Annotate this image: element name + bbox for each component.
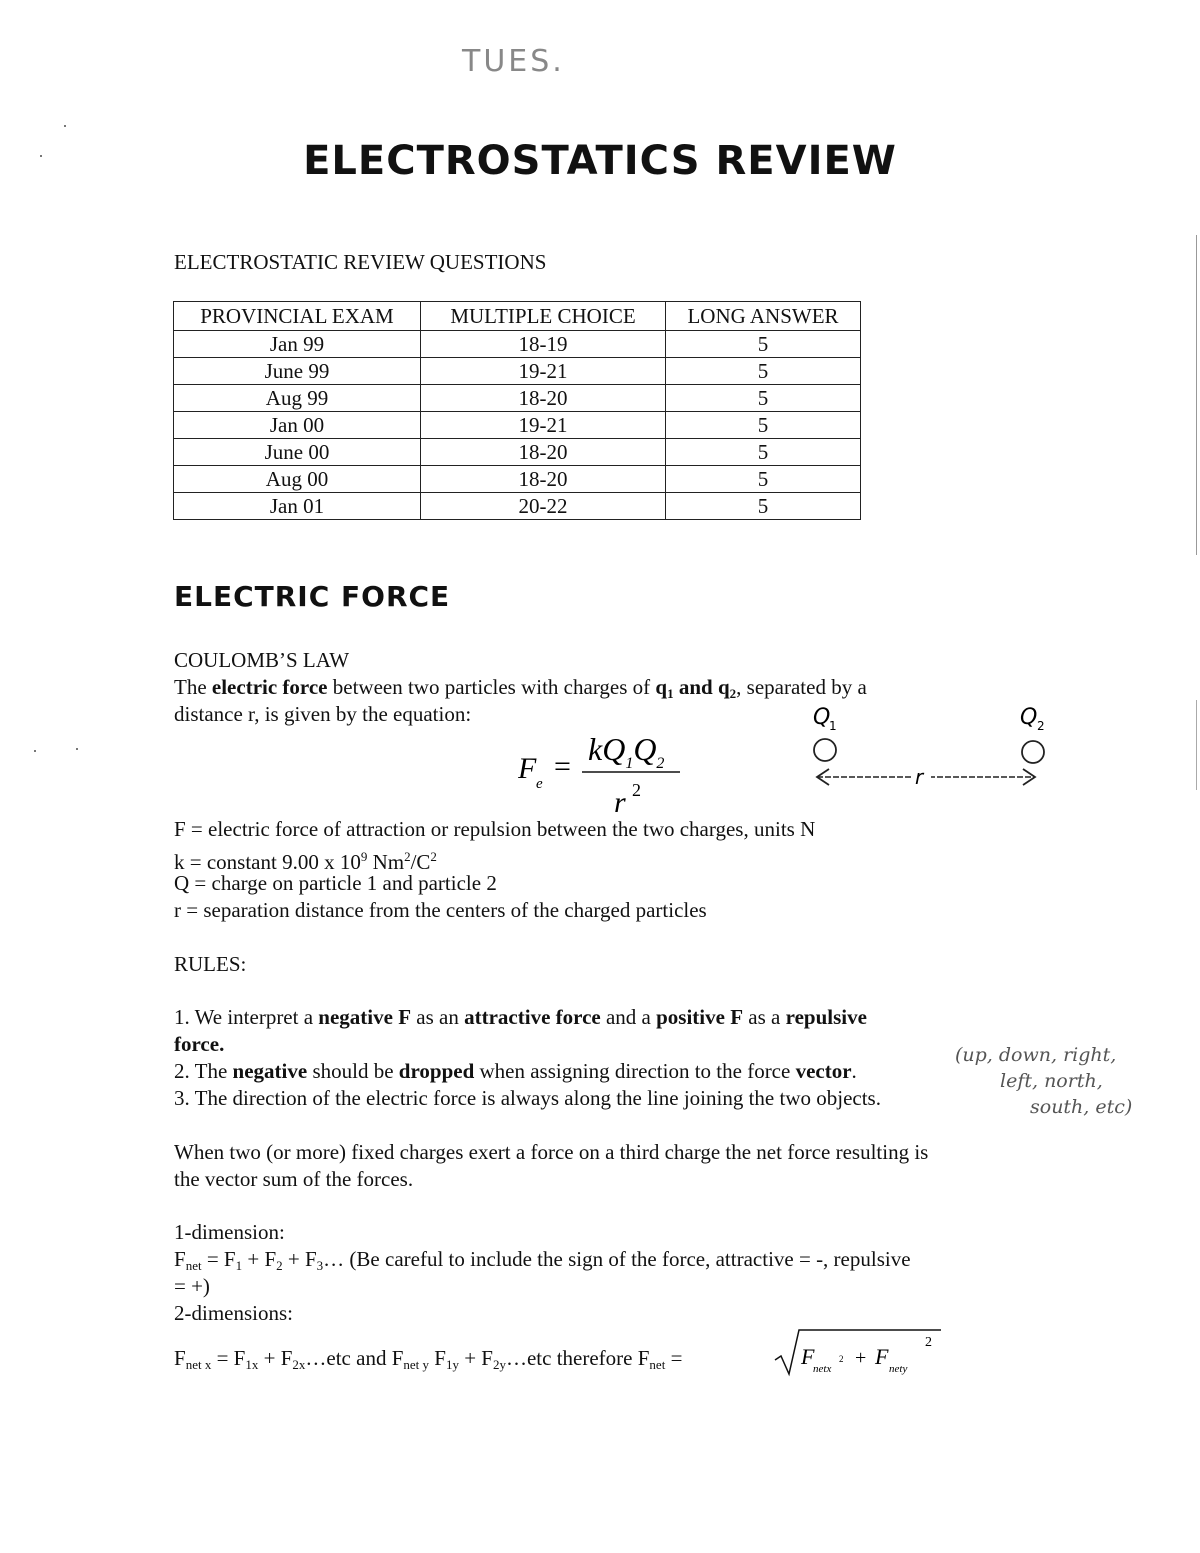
table-cell: 19-21 xyxy=(421,358,666,385)
rule-1-continued xyxy=(174,1031,224,1058)
table-cell: Jan 00 xyxy=(174,412,421,439)
subscript: net y xyxy=(403,1357,430,1372)
text-run: . xyxy=(851,1059,857,1083)
side-note-line: (up, down, right, xyxy=(955,1044,1117,1066)
table-row xyxy=(174,466,861,493)
handwritten-direction-note xyxy=(945,1042,1132,1120)
table-row xyxy=(174,331,861,358)
definition-f: F = electric force of attraction or repulsion between the two charges, units N xyxy=(174,817,816,841)
scan-edge-line xyxy=(1196,700,1197,790)
text-run: = F xyxy=(211,1346,246,1370)
two-dimension-heading: 2-dimensions: xyxy=(174,1301,293,1325)
subscript: 2 xyxy=(729,686,737,701)
table-cell: 20-22 xyxy=(421,493,666,520)
text-run-bold: dropped xyxy=(398,1059,475,1083)
radical-term-1-subscript: netx xyxy=(813,1363,832,1375)
text-run: as an xyxy=(411,1005,465,1029)
table-cell: 18-20 xyxy=(421,466,666,493)
table-cell: Jan 01 xyxy=(174,493,421,520)
side-note-line: south, etc) xyxy=(1030,1096,1133,1118)
subscript: net x xyxy=(185,1357,212,1372)
table-header-row xyxy=(174,302,861,331)
coulomb-formula xyxy=(518,728,698,818)
subscript: net xyxy=(649,1357,666,1372)
text-run-bold: vector xyxy=(795,1059,852,1083)
text-run-bold: and q xyxy=(673,675,730,699)
rule-3: 3. The direction of the electric force is always along the line joining the two objects. xyxy=(174,1086,881,1110)
section-heading-electric-force: ELECTRIC FORCE xyxy=(174,580,451,613)
table-cell: 5 xyxy=(666,331,861,358)
superscript: 9 xyxy=(360,849,368,864)
rules-heading: RULES: xyxy=(174,952,247,976)
text-run-bold: force. xyxy=(174,1032,225,1056)
charge-2-circle xyxy=(1022,741,1044,763)
table-cell: 18-19 xyxy=(421,331,666,358)
text-run: + F xyxy=(282,1247,317,1271)
text-run: + F xyxy=(242,1247,277,1271)
table-cell: 5 xyxy=(666,412,861,439)
scan-speck xyxy=(76,748,78,750)
table-cell: June 99 xyxy=(174,358,421,385)
formula-lhs: F xyxy=(518,752,537,785)
text-run: and a xyxy=(600,1005,657,1029)
radical-term-2-subscript: nety xyxy=(889,1363,908,1375)
subscript: 1y xyxy=(445,1357,459,1372)
radical-term-1: F xyxy=(801,1344,815,1369)
coulomb-intro-line-2: distance r, is given by the equation: xyxy=(174,702,472,726)
text-run-bold: attractive force xyxy=(464,1005,601,1029)
subscript: 1 xyxy=(235,1258,243,1273)
text-run: as a xyxy=(743,1005,786,1029)
table-cell: 19-21 xyxy=(421,412,666,439)
rule-2 xyxy=(174,1058,857,1085)
scan-speck xyxy=(40,155,42,157)
text-run: should be xyxy=(307,1059,399,1083)
side-note-line: left, north, xyxy=(1000,1070,1103,1092)
text-run: = xyxy=(665,1346,683,1370)
superscript: 2 xyxy=(430,849,437,864)
table-cell: June 00 xyxy=(174,439,421,466)
table-cell: 5 xyxy=(666,385,861,412)
radical-plus: + xyxy=(855,1347,867,1369)
q2-subscript: 2 xyxy=(1037,719,1045,733)
text-run: + F xyxy=(458,1346,493,1370)
scan-speck xyxy=(34,750,36,752)
subscript: 1x xyxy=(245,1357,259,1372)
text-run: F xyxy=(429,1346,446,1370)
table-cell: 5 xyxy=(666,358,861,385)
formula-denominator-exponent: 2 xyxy=(632,780,641,800)
text-run: F xyxy=(174,1247,186,1271)
q2-label: Q xyxy=(1020,705,1038,730)
table-row xyxy=(174,493,861,520)
q1-label: Q xyxy=(813,705,831,730)
subscript: 2x xyxy=(292,1357,306,1372)
table-cell: 5 xyxy=(666,439,861,466)
table-caption: ELECTROSTATIC REVIEW QUESTIONS xyxy=(174,250,547,274)
text-run-bold: q xyxy=(655,675,668,699)
subscript: net xyxy=(185,1258,202,1273)
r-label: r xyxy=(915,765,924,789)
text-run: when assigning direction to the force xyxy=(474,1059,796,1083)
text-run: + F xyxy=(258,1346,293,1370)
text-run: 2. The xyxy=(174,1059,233,1083)
definition-r: r = separation distance from the centers of the charged particles xyxy=(174,898,707,922)
table-cell: Jan 99 xyxy=(174,331,421,358)
column-header-multiple-choice: MULTIPLE CHOICE xyxy=(421,302,666,331)
table-row xyxy=(174,358,861,385)
table-row xyxy=(174,412,861,439)
handwritten-day-note: TUES. xyxy=(462,44,565,79)
text-run: The xyxy=(174,675,212,699)
table-cell: Aug 99 xyxy=(174,385,421,412)
subscript: 2 xyxy=(276,1258,283,1273)
text-run: F xyxy=(174,1346,186,1370)
charge-diagram xyxy=(805,700,1065,810)
text-run-bold: electric force xyxy=(211,675,328,699)
text-run: …etc therefore F xyxy=(505,1346,650,1370)
table-cell: 5 xyxy=(666,466,861,493)
text-run: Nm xyxy=(367,850,405,874)
formula-equals: = xyxy=(554,750,571,783)
rule-1 xyxy=(174,1004,867,1031)
scan-speck xyxy=(64,125,66,127)
text-run-bold: negative F xyxy=(318,1005,412,1029)
text-run: between two particles with charges of xyxy=(327,675,656,699)
text-run-bold: repulsive xyxy=(785,1005,867,1029)
table-row xyxy=(174,385,861,412)
table-cell: Aug 00 xyxy=(174,466,421,493)
charge-1-circle xyxy=(814,739,836,761)
formula-denominator: r xyxy=(614,786,626,818)
review-questions-table xyxy=(173,301,861,520)
formula-numerator: $kQ_1Q_2$ xyxy=(588,731,665,772)
coulomb-heading: COULOMB’S LAW xyxy=(174,648,350,672)
table-cell: 5 xyxy=(666,493,861,520)
column-header-long-answer: LONG ANSWER xyxy=(666,302,861,331)
text-run: /C xyxy=(410,850,431,874)
text-run: 1. We interpret a xyxy=(174,1005,319,1029)
net-force-paragraph-line-2: the vector sum of the forces. xyxy=(174,1167,414,1191)
text-run: , separated by a xyxy=(736,675,867,699)
net-force-radical xyxy=(773,1326,943,1378)
radical-term-2: F xyxy=(875,1344,889,1369)
table-cell: 18-20 xyxy=(421,385,666,412)
radical-term-2-exponent: 2 xyxy=(925,1335,932,1350)
table-row xyxy=(174,439,861,466)
text-run: = F xyxy=(201,1247,236,1271)
net-force-paragraph-line-1: When two (or more) fixed charges exert a force on a third charge the net force resulting is xyxy=(174,1140,929,1164)
one-dimension-equation xyxy=(174,1246,911,1279)
document-title: ELECTROSTATICS REVIEW xyxy=(303,138,897,184)
superscript: 2 xyxy=(404,849,411,864)
subscript: 2y xyxy=(492,1357,506,1372)
table-cell: 18-20 xyxy=(421,439,666,466)
column-header-exam: PROVINCIAL EXAM xyxy=(174,302,421,331)
one-dimension-heading: 1-dimension: xyxy=(174,1220,285,1244)
q1-subscript: 1 xyxy=(829,719,837,733)
formula-lhs-subscript: e xyxy=(536,776,543,792)
text-run: … (Be careful to include the sign of the force, attractive = -, repulsive xyxy=(323,1247,911,1271)
definition-q: Q = charge on particle 1 and particle 2 xyxy=(174,871,497,895)
text-run-bold: positive F xyxy=(656,1005,744,1029)
subscript: 1 xyxy=(667,686,674,701)
radical-term-1-exponent: 2 xyxy=(839,1354,844,1364)
subscript: 3 xyxy=(316,1258,324,1273)
text-run: …etc and F xyxy=(305,1346,404,1370)
text-run-bold: negative xyxy=(232,1059,308,1083)
text-run: k = constant 9.00 x 10 xyxy=(174,850,361,874)
one-dimension-equation-continued: = +) xyxy=(174,1274,210,1298)
two-dimension-equation xyxy=(174,1345,682,1378)
scan-edge-line xyxy=(1196,235,1197,555)
